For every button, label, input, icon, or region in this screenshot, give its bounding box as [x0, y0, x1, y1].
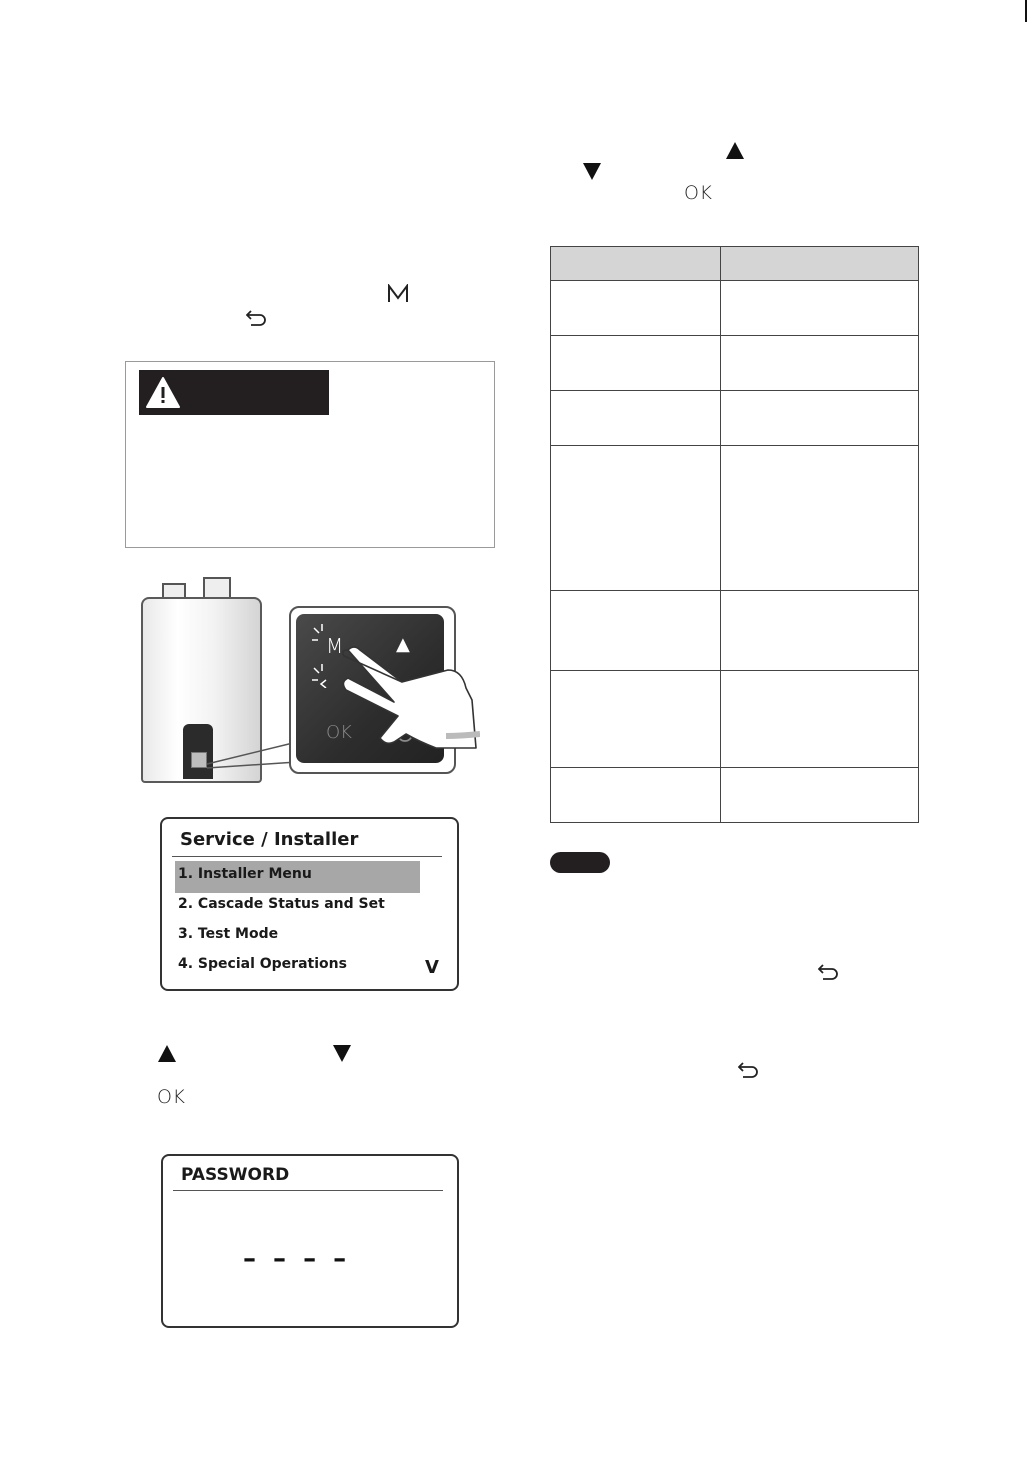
- note-badge: [550, 852, 610, 873]
- password-title: PASSWORD: [181, 1165, 290, 1185]
- back-button-glyph: [818, 961, 840, 981]
- table-cell: [551, 336, 721, 391]
- back-button-glyph: [738, 1059, 760, 1079]
- table-cell: [551, 671, 721, 768]
- table-cell: [721, 591, 919, 671]
- table-header-cell: [721, 247, 919, 281]
- down-arrow-icon: [583, 163, 601, 180]
- ok-button-glyph: OK: [157, 1086, 186, 1108]
- menu-item-cascade-status[interactable]: 2. Cascade Status and Set: [178, 896, 385, 912]
- table-row: [551, 591, 919, 671]
- screen-divider: [172, 856, 442, 857]
- panel-ok-key[interactable]: OK: [326, 722, 352, 743]
- ok-button-glyph: OK: [684, 182, 713, 204]
- table-cell: [721, 391, 919, 446]
- password-screen: [161, 1154, 459, 1328]
- menu-item-special-operations[interactable]: 4. Special Operations: [178, 956, 347, 972]
- settings-table: [550, 246, 919, 823]
- menu-item-test-mode[interactable]: 3. Test Mode: [178, 926, 279, 942]
- back-icon: [818, 961, 840, 981]
- table-cell: [721, 446, 919, 591]
- menu-button-glyph: [387, 284, 409, 304]
- table-cell: [551, 768, 721, 823]
- panel-menu-key[interactable]: M: [326, 634, 344, 658]
- table-row: [551, 281, 919, 336]
- table-cell: [721, 671, 919, 768]
- table-cell: [551, 281, 721, 336]
- scroll-down-indicator: V: [425, 957, 439, 978]
- table-row: [551, 768, 919, 823]
- table-cell: [721, 281, 919, 336]
- screen-title: Service / Installer: [180, 829, 359, 850]
- menu-icon: [387, 284, 409, 304]
- service-installer-screen: [160, 817, 459, 991]
- up-arrow-icon: [726, 142, 744, 159]
- page-edge-mark: [1025, 0, 1027, 22]
- table-row: [551, 671, 919, 768]
- table-header-row: [551, 247, 919, 281]
- press-indicator-icon: [310, 622, 336, 688]
- password-digits[interactable]: – – – –: [243, 1244, 351, 1274]
- warning-triangle-icon: [145, 375, 181, 411]
- screen-divider: [173, 1190, 443, 1191]
- table-cell: [551, 591, 721, 671]
- back-icon: [246, 307, 268, 327]
- menu-item-installer-menu[interactable]: 1. Installer Menu: [178, 866, 312, 882]
- table-row: [551, 336, 919, 391]
- table-row: [551, 391, 919, 446]
- back-icon: [738, 1059, 760, 1079]
- warning-banner: [139, 370, 329, 415]
- table-cell: [721, 768, 919, 823]
- panel-up-key[interactable]: ▲: [396, 634, 410, 655]
- table-header-cell: [551, 247, 721, 281]
- table-cell: [721, 336, 919, 391]
- hand-icon: [340, 630, 480, 750]
- up-arrow-icon: [158, 1045, 176, 1062]
- back-button-glyph: [246, 307, 268, 327]
- table-row: [551, 446, 919, 591]
- down-arrow-icon: [333, 1045, 351, 1062]
- table-cell: [551, 391, 721, 446]
- table-cell: [551, 446, 721, 591]
- callout-lines: [205, 740, 300, 770]
